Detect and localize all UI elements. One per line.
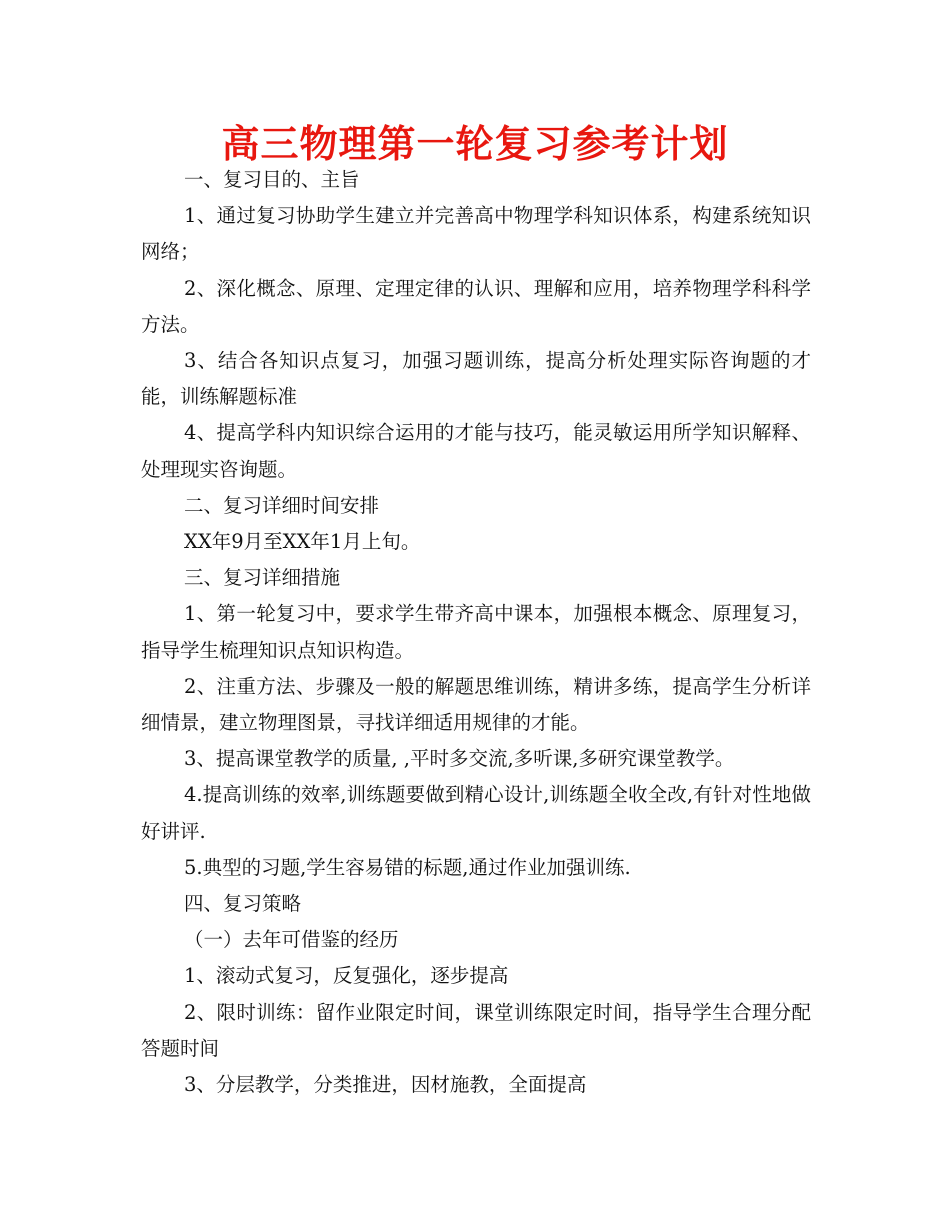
document-title: 高三物理第一轮复习参考计划 bbox=[221, 122, 729, 166]
paragraph: 4、提高学科内知识综合运用的才能与技巧，能灵敏运用所学知识解释、处理现实咨询题。 bbox=[141, 421, 811, 481]
paragraph: 1、第一轮复习中，要求学生带齐高中课本，加强根本概念、原理复习，指导学生梳理知识点知识构造。 bbox=[141, 602, 811, 662]
paragraph: 2、深化概念、原理、定理定律的认识、理解和应用，培养物理学科科学方法。 bbox=[141, 276, 811, 336]
section-heading-4: 四、复习策略 bbox=[184, 892, 302, 916]
paragraph: 4.提高训练的效率,训练题要做到精心设计,训练题全收全改,有针对性地做好讲评. bbox=[141, 783, 811, 843]
paragraph: 3、结合各知识点复习，加强习题训练，提高分析处理实际咨询题的才能，训练解题标准 bbox=[141, 349, 811, 409]
paragraph: 1、通过复习协助学生建立并完善高中物理学科知识体系，构建系统知识网络； bbox=[141, 204, 811, 264]
paragraph: 2、限时训练：留作业限定时间，课堂训练限定时间，指导学生合理分配答题时间 bbox=[141, 1000, 811, 1060]
paragraph: 1、滚动式复习，反复强化，逐步提高 bbox=[184, 964, 509, 988]
subsection-heading: （一）去年可借鉴的经历 bbox=[184, 928, 399, 952]
paragraph: 5.典型的习题,学生容易错的标题,通过作业加强训练. bbox=[184, 855, 631, 879]
paragraph: XX年9月至XX年1月上旬。 bbox=[184, 530, 421, 554]
paragraph: 2、注重方法、步骤及一般的解题思维训练，精讲多练，提高学生分析详细情景，建立物理图景，寻找详细适用规律的才能。 bbox=[141, 674, 811, 735]
section-heading-3: 三、复习详细措施 bbox=[184, 566, 341, 590]
paragraph: 3、分层教学，分类推进，因材施教，全面提高 bbox=[184, 1073, 587, 1097]
document-body bbox=[141, 162, 811, 1103]
paragraph: 3、提高课堂教学的质量, ,平时多交流,多听课,多研究课堂教学。 bbox=[184, 747, 735, 771]
section-heading-1: 一、复习目的、主旨 bbox=[184, 168, 360, 191]
section-heading-2: 二、复习详细时间安排 bbox=[184, 493, 380, 517]
